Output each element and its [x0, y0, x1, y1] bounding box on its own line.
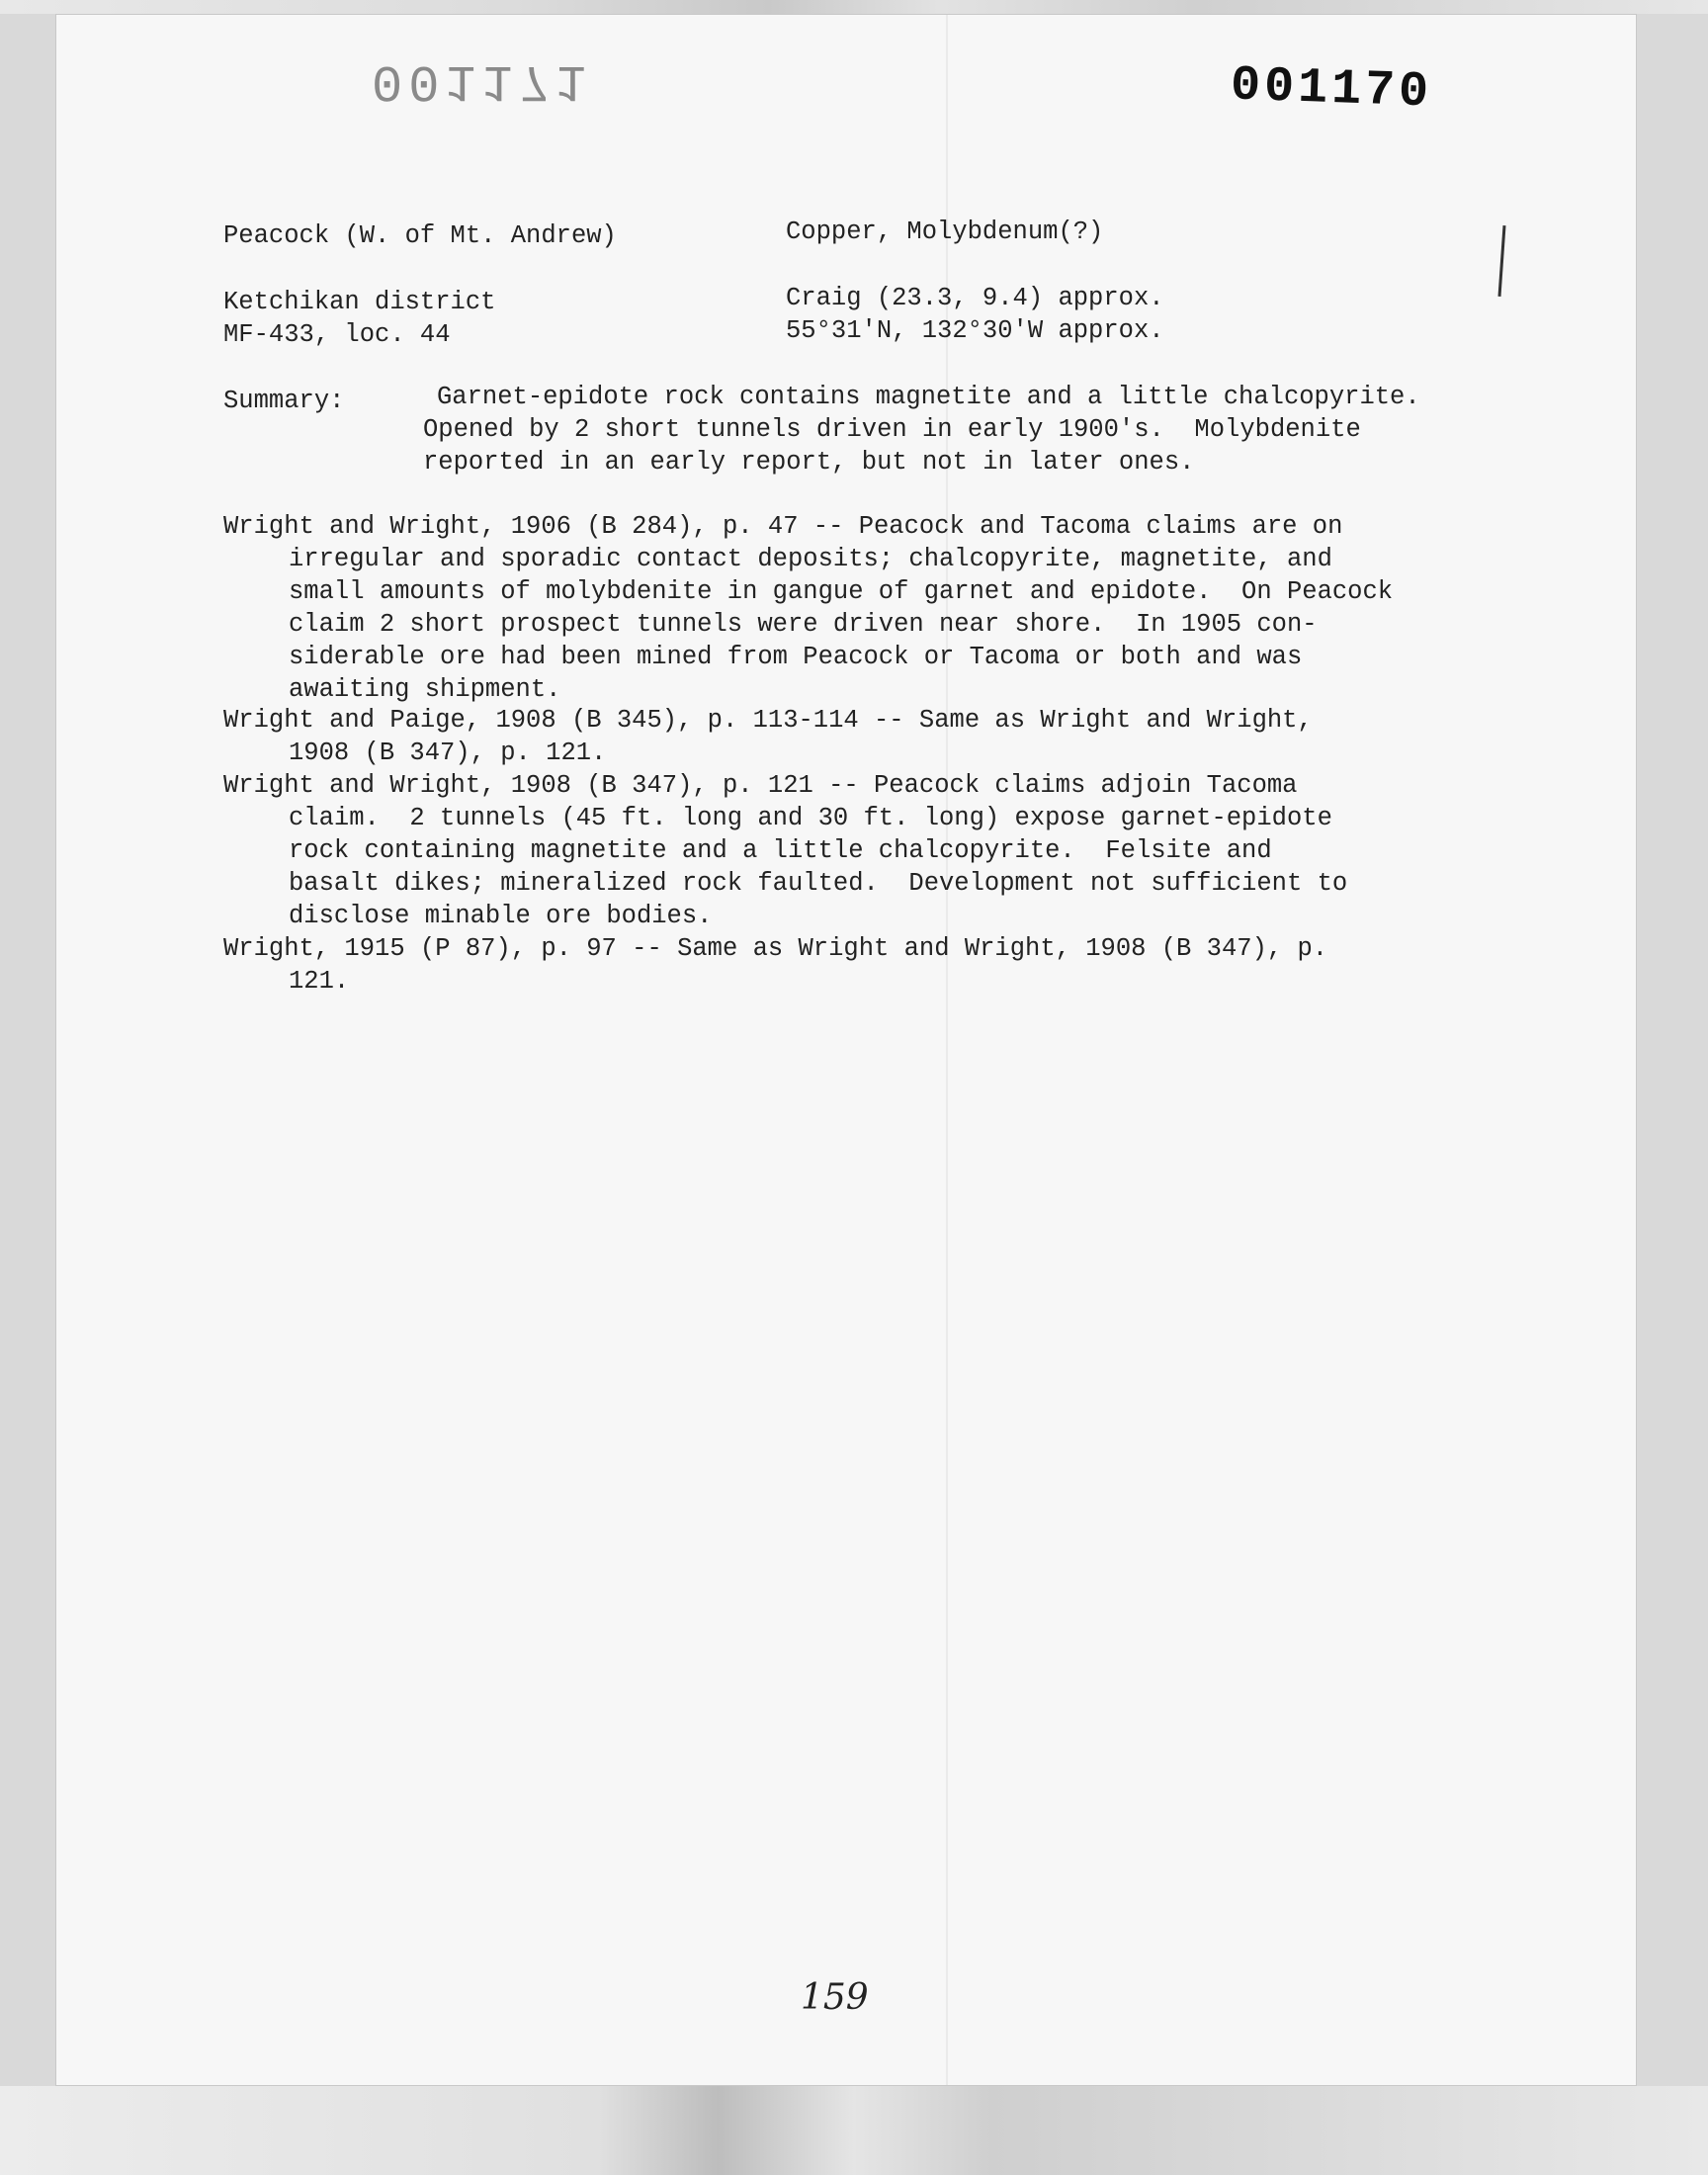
reference-text: claim. 2 tunnels (45 ft. long and 30 ft. long) expose garnet-epidote [289, 804, 1332, 832]
map-reference: MF-433, loc. 44 [223, 320, 451, 349]
summary-line: Garnet-epidote rock contains magnetite and a little chalcopyrite. [437, 383, 1420, 411]
reference-citation: Wright and Paige, 1908 (B 345), p. 113-114 -- Same as Wright and Wright, [223, 706, 1313, 735]
reference-citation: Wright and Wright, 1908 (B 347), p. 121 -- Peacock claims adjoin Tacoma [223, 771, 1298, 800]
commodities: Copper, Molybdenum(?) [786, 218, 1104, 246]
page-number: 159 [801, 1977, 869, 2018]
reference-text: basalt dikes; mineralized rock faulted. Development not sufficient to [289, 869, 1348, 898]
reference-citation: Wright and Wright, 1906 (B 284), p. 47 -- Peacock and Tacoma claims are on [223, 512, 1343, 541]
summary-line: reported in an early report, but not in later ones. [423, 448, 1195, 477]
deposit-name: Peacock (W. of Mt. Andrew) [223, 221, 617, 250]
summary-label: Summary: [223, 387, 345, 415]
quadrangle: Craig (23.3, 9.4) approx. [786, 284, 1164, 312]
reference-text: disclose minable ore bodies. [289, 902, 713, 930]
reference-text: 121. [289, 967, 350, 996]
reference-text: siderable ore had been mined from Peacock or Tacoma or both and was [289, 643, 1303, 671]
district: Ketchikan district [223, 288, 496, 316]
reference-text: irregular and sporadic contact deposits; chalcopyrite, magnetite, and [289, 545, 1332, 573]
reference-text: small amounts of molybdenite in gangue of garnet and epidote. On Peacock [289, 577, 1394, 606]
document-stamp-right: 001170 [1230, 57, 1433, 122]
reference-text: rock containing magnetite and a little chalcopyrite. Felsite and [289, 836, 1272, 865]
document-stamp-left: 001171 [372, 51, 593, 110]
summary-line: Opened by 2 short tunnels driven in early 1900's. Molybdenite [423, 415, 1361, 444]
scanner-edge-top [0, 0, 1708, 14]
reference-text: 1908 (B 347), p. 121. [289, 739, 607, 767]
reference-citation: Wright, 1915 (P 87), p. 97 -- Same as Wright and Wright, 1908 (B 347), p. [223, 934, 1328, 963]
scanner-edge-bottom [0, 2086, 1708, 2175]
reference-text: claim 2 short prospect tunnels were driven near shore. In 1905 con- [289, 610, 1318, 639]
coordinates: 55°31'N, 132°30'W approx. [786, 316, 1164, 345]
reference-text: awaiting shipment. [289, 675, 561, 704]
